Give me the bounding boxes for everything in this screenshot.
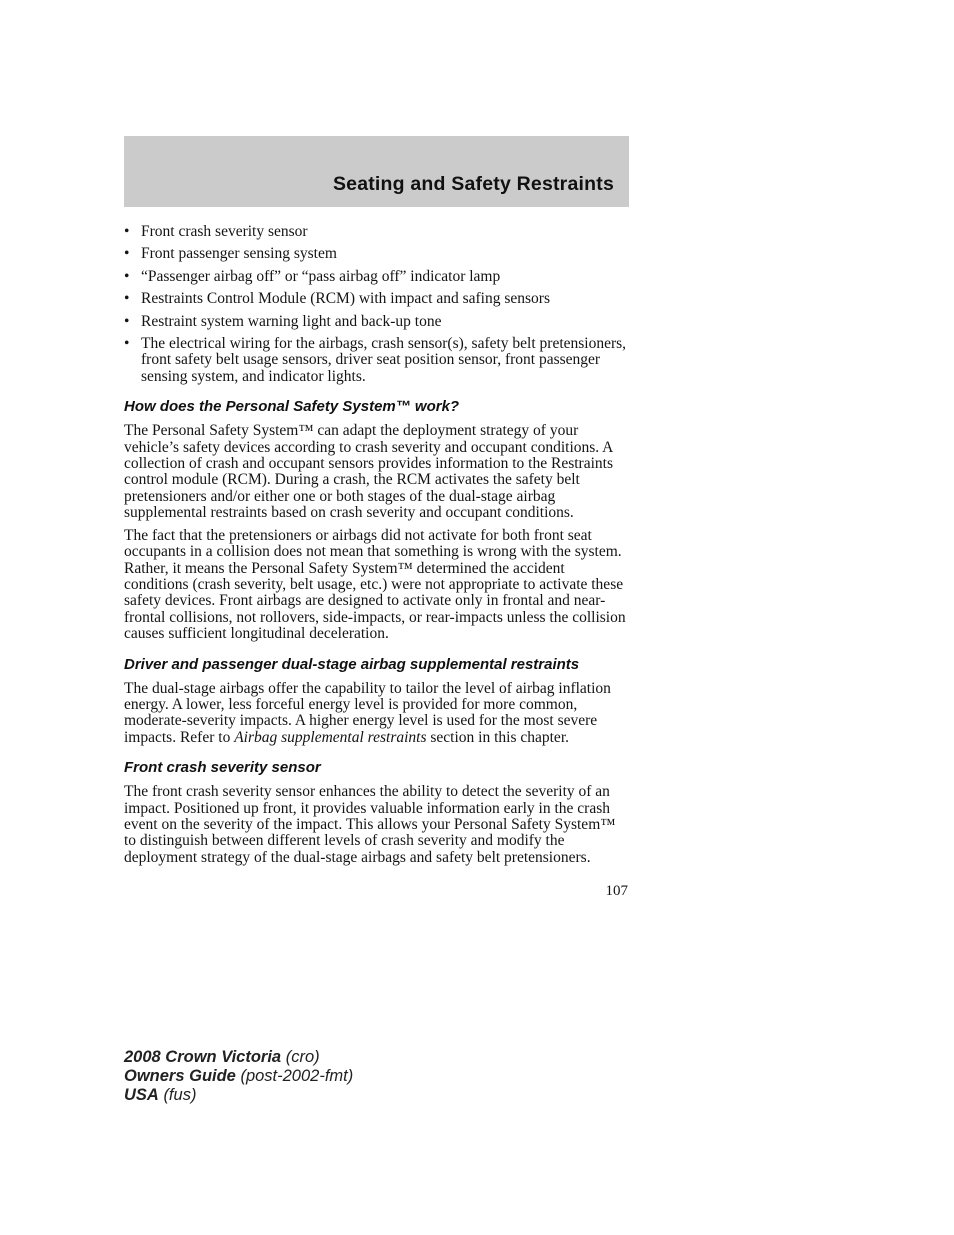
cross-reference: Airbag supplemental restraints [234,728,427,746]
section-heading-front-crash-sensor: Front crash severity sensor [124,759,321,777]
paragraph: The fact that the pretensioners or airbags did not activate for both front seat occupants in a collision does not mean that something is wrong with the system. Rather, it means the Personal Safety System™ determined the accident conditions (crash severity, belt usage, etc.) were not appropriate to activate these safety devices. Front airbags are designed to activate only in frontal and near-frontal collisions, not rollovers, side-impacts, or rear-impacts unless the collision causes sufficient longitudinal deceleration. [124,526,626,643]
bullet-text: Restraint system warning light and back-up tone [141,312,442,330]
bullet-icon: • [124,245,130,263]
bullet-icon: • [124,312,130,330]
chapter-title: Seating and Safety Restraints [332,173,614,195]
list-item [124,314,629,330]
bullet-text: The electrical wiring for the airbags, crash sensor(s), safety belt pretensioners, front safety belt usage sensors, driver seat position sensor, front passenger sensing system, and indicator lights. [141,335,627,385]
bullet-text: Front crash severity sensor [141,223,308,240]
footer [124,1048,353,1105]
page-number: 107 [605,883,628,900]
footer-region: USA [124,1086,159,1104]
footer-guide-code: (post-2002-fmt) [240,1067,354,1085]
bullet-text: Restraints Control Module (RCM) with impact and safing sensors [141,290,550,308]
manual-page-column [124,136,629,900]
bullet-text: “Passenger airbag off” or “pass airbag off” indicator lamp [141,267,501,285]
section-heading-dual-stage-airbag: Driver and passenger dual-stage airbag supplemental restraints [124,655,580,673]
footer-model-code: (cro) [285,1048,320,1066]
list-item [124,246,629,262]
list-item [124,269,629,285]
bullet-icon: • [124,290,130,308]
paragraph: The front crash severity sensor enhances the ability to detect the severity of an impact. Positioned up front, it provides valuable information early in the crash event on the severity of the impact. This allows your Personal Safety System™ to distinguish between different levels of crash severity and modify the deployment strategy of the dual-stage airbags and safety belt pretensioners. [124,783,616,866]
bullet-text: Front passenger sensing system [141,245,337,263]
footer-line-model [124,1048,353,1067]
footer-line-region [124,1086,353,1105]
bullet-icon: • [124,223,130,240]
section-heading-personal-safety-system: How does the Personal Safety System™ work? [124,398,460,416]
paragraph [124,681,629,747]
footer-region-code: (fus) [163,1086,197,1104]
footer-guide: Owners Guide [124,1067,236,1085]
list-item [124,224,629,240]
paragraph-text: The dual-stage airbags offer the capability to tailor the level of airbag inflation energy. A lower, less forceful energy level is provided for more common, moderate-severity impacts. A higher energy level is used for the most severe impacts. Refer to [124,679,611,746]
chapter-header-band [124,136,629,207]
component-bullet-list [124,224,629,385]
bullet-icon: • [124,335,130,353]
list-item [124,336,629,385]
paragraph: The Personal Safety System™ can adapt the deployment strategy of your vehicle’s safety devices according to crash severity and occupant conditions. A collection of crash and occupant sensors provides information to the Restraints control module (RCM). During a crash, the RCM activates the safety belt pretensioners and/or either one or both stages of the dual-stage airbag supplemental restraints based on crash severity and occupant conditions. [124,422,613,522]
footer-line-guide [124,1067,353,1086]
footer-model: 2008 Crown Victoria [124,1048,282,1066]
list-item [124,291,629,307]
paragraph-text: section in this chapter. [426,728,569,746]
bullet-icon: • [124,267,130,285]
